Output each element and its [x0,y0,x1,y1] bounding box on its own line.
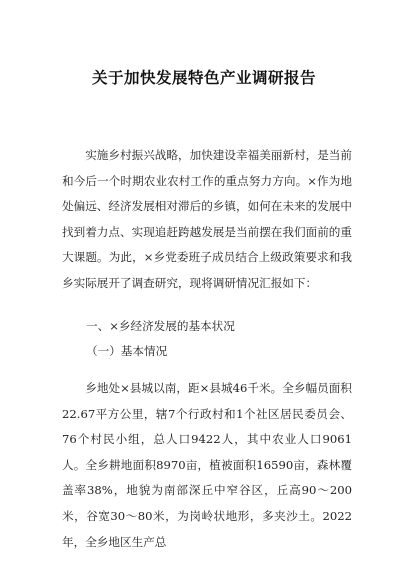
intro-paragraph: 实施乡村振兴战略，加快建设幸福美丽新村，是当前和今后一个时期农业农村工作的重点努力方向。×作为地处偏远、经济发展相对滞后的乡镇，如何在未来的发展中找到着力点、实现追赶跨越发展是当前摆在我们面前的重大课题。为此，×乡党委班子成员结合上级政策要求和我乡实际展开了调查研究，现将调研情况汇报如下： [62,148,352,290]
subsection-heading: （一）基本情况 [86,344,168,358]
body-paragraph: 乡地处×县城以南，距×县城46千米。全乡幅员面积22.67平方公里，辖7个行政村和1个社区居民委员会、76个村民小组，总人口9422人，其中农业人口9061人。全乡耕地面积8970亩，植被面积16590亩，森林覆盖率38%，地貌为南部深丘中窄谷区，丘高90～200米，谷宽30～80米，为岗岭状地形，多夹沙土。2022年，全乡地区生产总 [62,381,352,549]
document-title: 关于加快发展特色产业调研报告 [91,69,316,87]
section-heading: 一、×乡经济发展的基本状况 [86,319,235,333]
